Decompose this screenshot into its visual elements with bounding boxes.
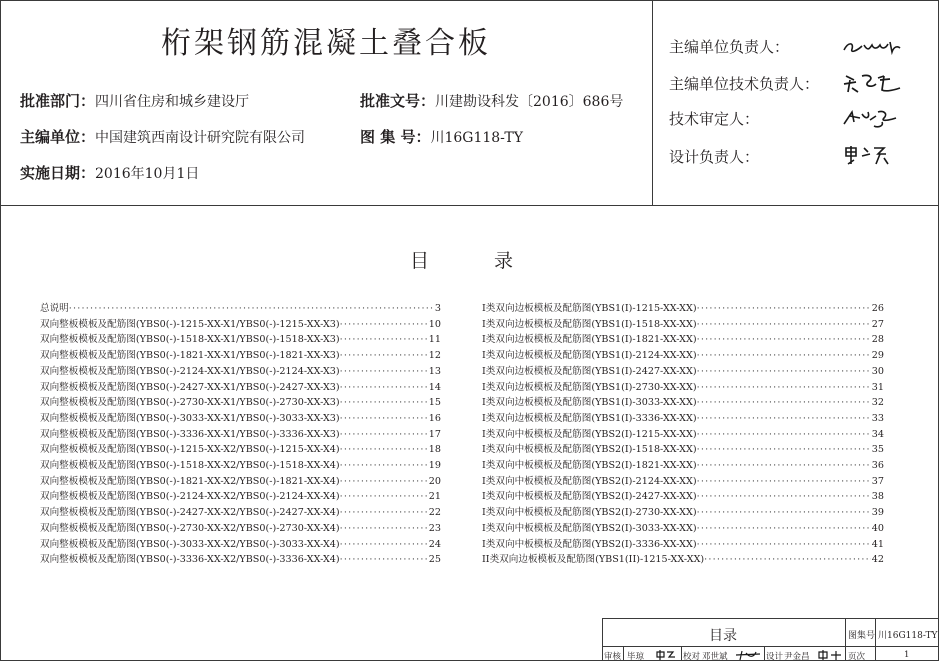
editor-unit-value: 中国建筑西南设计研究院有限公司 [95, 130, 306, 146]
review-label: 审核 [604, 652, 622, 661]
toc-item-title: 双向整板模板及配筋图(YBS0(-)-3336-XX-X1/YBS0(-)-3336-XX-X3) [40, 428, 340, 440]
impl-date-label: 实施日期： [20, 164, 96, 182]
toc-item [40, 332, 441, 348]
toc-item-title: 双向整板模板及配筋图(YBS0(-)-1518-XX-X1/YBS0(-)-1518-XX-X3) [40, 334, 340, 346]
toc-item [482, 489, 884, 505]
toc-leader-dots [697, 395, 871, 411]
toc-item-title: I类双向中板模板及配筋图(YBS2(I)-3336-XX-XX) [482, 538, 697, 550]
design-name: 尹金昌 [784, 652, 810, 661]
toc-item [40, 521, 441, 537]
toc-item-title: I类双向中板模板及配筋图(YBS2(I)-1518-XX-XX) [482, 444, 697, 456]
toc-item [40, 364, 441, 380]
title-block-atlas-value: 川16G118-TY [878, 631, 938, 641]
toc-item-page: 21 [428, 491, 441, 503]
toc-item-title: 双向整板模板及配筋图(YBS0(-)-1821-XX-X1/YBS0(-)-1821-XX-X3) [40, 350, 340, 362]
toc-item [40, 474, 441, 490]
toc-item-title: 双向整板模板及配筋图(YBS0(-)-2730-XX-X1/YBS0(-)-2730-XX-X3) [40, 397, 340, 409]
toc-item [482, 364, 884, 380]
page-title: 桁架钢筋混凝土叠合板 [161, 26, 491, 61]
signature-label-chief-unit: 主编单位负责人： [669, 38, 790, 56]
page-label: 页次 [848, 652, 866, 661]
editor-unit-label: 主编单位： [20, 128, 96, 146]
toc-item-page: 11 [428, 334, 441, 346]
toc-item [482, 395, 884, 411]
toc-item-title: 双向整板模板及配筋图(YBS0(-)-1215-XX-X1/YBS0(-)-1215-XX-X3) [40, 318, 340, 330]
toc-item [482, 505, 884, 521]
toc-item-title: 双向整板模板及配筋图(YBS0(-)-2427-XX-X2/YBS0(-)-2427-XX-X4) [40, 507, 340, 519]
toc-item-page: 19 [428, 460, 441, 472]
review-name: 毕琼 [627, 652, 645, 661]
editor-unit [20, 126, 305, 147]
toc-item-title: 双向整板模板及配筋图(YBS0(-)-3336-XX-X2/YBS0(-)-3336-XX-X4) [40, 554, 340, 566]
toc-item-page: 40 [871, 522, 884, 534]
toc-item [40, 442, 441, 458]
atlas-no-value: 川16G118-TY [430, 130, 523, 146]
toc-heading-left: 目 [410, 250, 430, 272]
toc-item-title: I类双向边板模板及配筋图(YBS1(I)-1518-XX-XX) [482, 318, 697, 330]
toc-item-page: 20 [428, 475, 441, 487]
signature-divider [652, 0, 653, 205]
toc-leader-dots [69, 301, 434, 317]
toc-item-page: 15 [428, 397, 441, 409]
check-label: 校对 [683, 652, 701, 661]
toc-item [482, 301, 884, 317]
toc-leader-dots [697, 427, 871, 443]
toc-item-title: 双向整板模板及配筋图(YBS0(-)-1215-XX-X2/YBS0(-)-1215-XX-X4) [40, 444, 340, 456]
toc-item-title: 双向整板模板及配筋图(YBS0(-)-1518-XX-X2/YBS0(-)-1518-XX-X4) [40, 460, 340, 472]
approval-department [20, 90, 249, 111]
toc-item [40, 411, 441, 427]
toc-leader-dots [704, 552, 871, 568]
signature-label-tech-chief: 主编单位技术负责人： [669, 75, 820, 93]
toc-item-page: 17 [428, 428, 441, 440]
toc-item [40, 489, 441, 505]
toc-item-page: 36 [871, 460, 884, 472]
toc-item-title: I类双向边板模板及配筋图(YBS1(I)-2730-XX-XX) [482, 381, 697, 393]
toc-item-page: 23 [428, 522, 441, 534]
toc-item [40, 348, 441, 364]
toc-item-title: I类双向中板模板及配筋图(YBS2(I)-1821-XX-XX) [482, 460, 697, 472]
toc-leader-dots [340, 521, 428, 537]
toc-item-page: 28 [871, 334, 884, 346]
toc-item-title: I类双向中板模板及配筋图(YBS2(I)-2427-XX-XX) [482, 491, 697, 503]
toc-item-title: I类双向中板模板及配筋图(YBS2(I)-1215-XX-XX) [482, 428, 697, 440]
toc-item [40, 427, 441, 443]
header-divider [0, 205, 939, 206]
toc-item-page: 14 [428, 381, 441, 393]
toc-item-page: 13 [428, 365, 441, 377]
signature-label-tech-review: 技术审定人： [669, 110, 760, 128]
toc-leader-dots [697, 332, 871, 348]
toc-leader-dots [697, 348, 871, 364]
toc-leader-dots [340, 364, 428, 380]
title-block-atlas-label: 图集号 [848, 631, 876, 641]
title-block-name: 目录 [709, 628, 737, 644]
atlas-no-label: 图 集 号： [360, 128, 431, 146]
impl-date-value: 2016年10月1日 [95, 166, 200, 182]
review-signature-icon [655, 649, 677, 661]
toc-item [482, 458, 884, 474]
toc-item [482, 411, 884, 427]
toc-leader-dots [697, 474, 871, 490]
toc-leader-dots [697, 458, 871, 474]
page-value: 1 [904, 650, 910, 660]
toc-item-title: 双向整板模板及配筋图(YBS0(-)-3033-XX-X2/YBS0(-)-3033-XX-X4) [40, 538, 340, 550]
toc-leader-dots [697, 489, 871, 505]
toc-item [482, 348, 884, 364]
signature-3-icon [840, 106, 902, 130]
toc-item-title: 双向整板模板及配筋图(YBS0(-)-2427-XX-X1/YBS0(-)-2427-XX-X3) [40, 381, 340, 393]
toc-item-title: I类双向边板模板及配筋图(YBS1(I)-2124-XX-XX) [482, 350, 697, 362]
toc-item-title: I类双向边板模板及配筋图(YBS1(I)-2427-XX-XX) [482, 365, 697, 377]
toc-item-page: 32 [871, 397, 884, 409]
toc-leader-dots [340, 442, 428, 458]
toc-item [482, 442, 884, 458]
design-signature-icon [817, 649, 843, 661]
signature-1-icon [840, 36, 902, 58]
toc-leader-dots [697, 301, 871, 317]
toc-leader-dots [697, 521, 871, 537]
toc-item-title: 双向整板模板及配筋图(YBS0(-)-3033-XX-X1/YBS0(-)-3033-XX-X3) [40, 412, 340, 424]
toc-item-title: 双向整板模板及配筋图(YBS0(-)-2124-XX-X1/YBS0(-)-2124-XX-X3) [40, 365, 340, 377]
toc-left-column [40, 301, 441, 568]
toc-item-page: 33 [871, 412, 884, 424]
toc-item [482, 552, 884, 568]
toc-item [40, 537, 441, 553]
toc-item-page: 10 [428, 318, 441, 330]
toc-item [40, 317, 441, 333]
signature-label-design-chief: 设计负责人： [669, 148, 760, 166]
toc-item-page: 16 [428, 412, 441, 424]
toc-leader-dots [340, 332, 428, 348]
toc-leader-dots [340, 505, 428, 521]
toc-leader-dots [340, 458, 428, 474]
toc-item-title: 双向整板模板及配筋图(YBS0(-)-2124-XX-X2/YBS0(-)-2124-XX-X4) [40, 491, 340, 503]
toc-item [40, 458, 441, 474]
toc-item [482, 537, 884, 553]
approval-doc-value: 川建勘设科发〔2016〕686号 [435, 94, 624, 110]
toc-item [40, 395, 441, 411]
design-label: 设计 [766, 652, 784, 661]
toc-item-title: I类双向边板模板及配筋图(YBS1(I)-1215-XX-XX) [482, 303, 697, 314]
toc-item-page: 41 [871, 538, 884, 550]
toc-right-column [482, 301, 884, 568]
toc-item-page: 22 [428, 507, 441, 519]
toc-item-title: II类双向边板模板及配筋图(YBS1(II)-1215-XX-XX) [482, 554, 705, 566]
toc-leader-dots [340, 427, 428, 443]
toc-leader-dots [340, 317, 428, 333]
toc-item-page: 24 [428, 538, 441, 550]
toc-item-page: 35 [871, 444, 884, 456]
toc-item-title: 双向整板模板及配筋图(YBS0(-)-1821-XX-X2/YBS0(-)-1821-XX-X4) [40, 475, 340, 487]
check-signature-icon [734, 649, 762, 661]
toc-item [482, 474, 884, 490]
toc-item-page: 31 [871, 381, 884, 393]
toc-leader-dots [697, 380, 871, 396]
atlas-number [360, 126, 523, 147]
toc-item-page: 38 [871, 491, 884, 503]
toc-item-title: I类双向边板模板及配筋图(YBS1(I)-3033-XX-XX) [482, 397, 697, 409]
toc-leader-dots [697, 411, 871, 427]
toc-item-title: I类双向中板模板及配筋图(YBS2(I)-2124-XX-XX) [482, 475, 697, 487]
toc-leader-dots [340, 348, 428, 364]
toc-item [40, 552, 441, 568]
toc-item-title: I类双向边板模板及配筋图(YBS1(I)-1821-XX-XX) [482, 334, 697, 346]
toc-item-page: 25 [428, 554, 441, 566]
toc-item [482, 317, 884, 333]
signature-4-icon [840, 142, 902, 168]
toc-item-page: 30 [871, 365, 884, 377]
approval-document [360, 90, 623, 111]
toc-item-title: 总说明 [40, 303, 69, 314]
toc-item [482, 521, 884, 537]
toc-item-title: I类双向中板模板及配筋图(YBS2(I)-3033-XX-XX) [482, 522, 697, 534]
toc-leader-dots [340, 537, 428, 553]
toc-leader-dots [697, 364, 871, 380]
toc-leader-dots [340, 411, 428, 427]
toc-item [40, 505, 441, 521]
toc-leader-dots [697, 317, 871, 333]
toc-item [482, 380, 884, 396]
toc-heading-right: 录 [494, 250, 514, 272]
toc-item-page: 27 [871, 318, 884, 330]
toc-item [40, 301, 441, 317]
toc-item-page: 34 [871, 428, 884, 440]
toc-leader-dots [340, 489, 428, 505]
check-name: 邓世斌 [702, 652, 728, 661]
title-block [602, 618, 939, 661]
approval-dept-value: 四川省住房和城乡建设厅 [95, 94, 250, 110]
toc-item-page: 3 [434, 303, 441, 314]
toc-item-page: 12 [428, 350, 441, 362]
toc-item-page: 42 [871, 554, 884, 566]
toc-leader-dots [340, 474, 428, 490]
toc-item [40, 380, 441, 396]
toc-item [482, 332, 884, 348]
approval-dept-label: 批准部门： [20, 92, 96, 110]
toc-leader-dots [340, 552, 428, 568]
toc-item-page: 18 [428, 444, 441, 456]
toc-item-title: 双向整板模板及配筋图(YBS0(-)-2730-XX-X2/YBS0(-)-2730-XX-X4) [40, 522, 340, 534]
toc-item [482, 427, 884, 443]
toc-leader-dots [340, 395, 428, 411]
toc-item-page: 26 [871, 303, 884, 314]
approval-doc-label: 批准文号： [360, 92, 436, 110]
toc-item-title: I类双向边板模板及配筋图(YBS1(I)-3336-XX-XX) [482, 412, 697, 424]
signature-2-icon [840, 70, 902, 96]
toc-leader-dots [697, 537, 871, 553]
toc-leader-dots [340, 380, 428, 396]
toc-item-page: 29 [871, 350, 884, 362]
toc-item-page: 37 [871, 475, 884, 487]
toc-item-title: I类双向中板模板及配筋图(YBS2(I)-2730-XX-XX) [482, 507, 697, 519]
implementation-date [20, 162, 199, 183]
toc-item-page: 39 [871, 507, 884, 519]
toc-leader-dots [697, 442, 871, 458]
toc-leader-dots [697, 505, 871, 521]
